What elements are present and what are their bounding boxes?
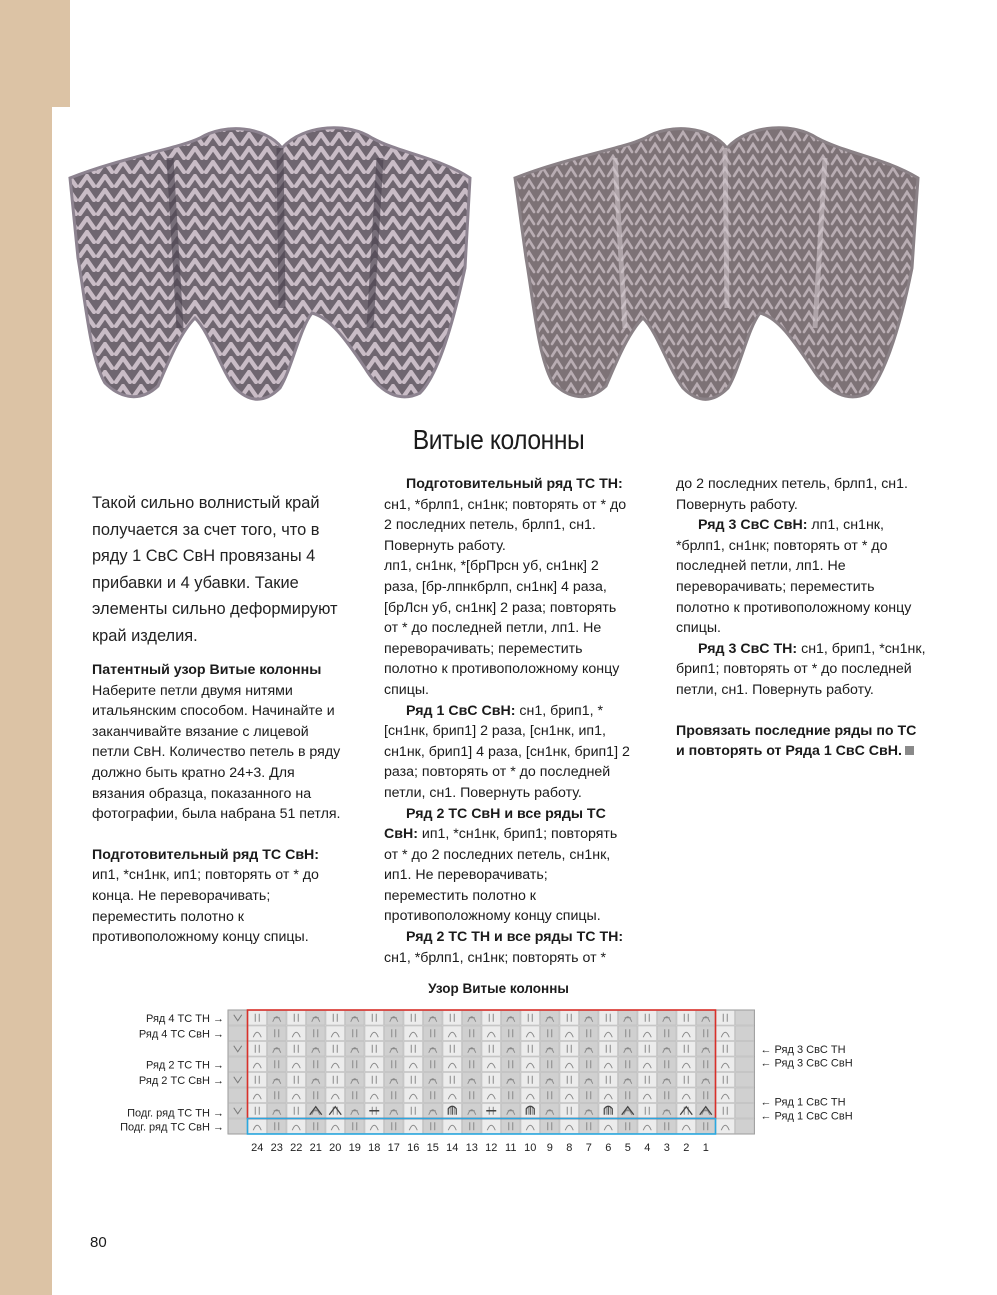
chart-column-number: 4 xyxy=(644,1142,651,1154)
chart-cell xyxy=(365,1011,384,1026)
chart-column-number: 11 xyxy=(505,1142,517,1154)
chart-cell xyxy=(560,1088,579,1103)
chart-cell xyxy=(424,1119,443,1134)
chart-cell xyxy=(521,1026,540,1041)
chart-cell xyxy=(326,1119,345,1134)
chart-cell xyxy=(482,1011,501,1026)
chart-cell xyxy=(229,1088,248,1103)
chart-cell xyxy=(677,1057,696,1072)
side-band-top xyxy=(0,0,70,107)
chart-cell xyxy=(502,1088,521,1103)
end-square-icon xyxy=(905,746,914,755)
chart-cell xyxy=(677,1088,696,1103)
chart-cell xyxy=(638,1057,657,1072)
chart-cell xyxy=(404,1073,423,1088)
chart-cell xyxy=(307,1057,326,1072)
chart-cell xyxy=(560,1073,579,1088)
chart-column-number: 13 xyxy=(465,1142,478,1154)
chart-cell xyxy=(599,1057,618,1072)
chart-cell xyxy=(248,1026,267,1041)
chart-cell xyxy=(736,1057,755,1072)
chart-cell xyxy=(560,1104,579,1119)
pattern-title: Витые колонны xyxy=(412,424,585,455)
chart-cell xyxy=(365,1119,384,1134)
chart-column-number: 5 xyxy=(624,1142,631,1154)
chart-cell xyxy=(560,1011,579,1026)
chart-cell xyxy=(677,1073,696,1088)
chart-cell xyxy=(443,1057,462,1072)
chart-cell xyxy=(404,1011,423,1026)
chart-cell xyxy=(521,1088,540,1103)
chart-column-number: 16 xyxy=(407,1142,420,1154)
chart-cell xyxy=(658,1026,677,1041)
chart-column-number: 18 xyxy=(368,1142,381,1154)
chart-cell xyxy=(716,1119,735,1134)
chart-cell xyxy=(365,1057,384,1072)
chart-cell xyxy=(307,1119,326,1134)
final-instruction: Провязать последние ряды по ТС и повторять от Ряда 1 СвС СвН. xyxy=(676,722,917,760)
chart-column-number: 24 xyxy=(251,1142,264,1154)
chart-cell xyxy=(463,1057,482,1072)
chart-cell xyxy=(326,1073,345,1088)
row-2-light-text: ип1, *сн1нк, брип1; повторять от * до 2 последних петель, сн1нк, ип1. Не переворачивать; переместить полотно к противоположному концу спицы. xyxy=(384,826,618,925)
chart-column-number: 12 xyxy=(485,1142,498,1154)
chart-cell xyxy=(346,1026,365,1041)
chart-left-label: Ряд 4 ТС ТН → xyxy=(145,1012,224,1025)
chart-cell xyxy=(560,1057,579,1072)
chart-cell xyxy=(229,1073,248,1088)
chart-cell xyxy=(385,1119,404,1134)
chart-cell xyxy=(268,1026,287,1041)
chart-cell xyxy=(424,1057,443,1072)
column-3 xyxy=(676,474,926,762)
chart-cell xyxy=(229,1011,248,1026)
chart-cell xyxy=(463,1119,482,1134)
chart-cell xyxy=(346,1088,365,1103)
heading-pattern-name: Патентный узор Витые колонны xyxy=(92,662,322,678)
chart-column-number: 8 xyxy=(566,1142,573,1154)
chart-cell xyxy=(248,1057,267,1072)
chart-column-number: 2 xyxy=(683,1142,690,1154)
chart-cell xyxy=(287,1026,306,1041)
chart-cell xyxy=(736,1042,755,1057)
chart-cell xyxy=(638,1119,657,1134)
chart-cell xyxy=(424,1088,443,1103)
chart-cell xyxy=(229,1057,248,1072)
chart-cell xyxy=(326,1011,345,1026)
chart-cell xyxy=(463,1088,482,1103)
setup-row-ws-text: сн1, *брлп1, сн1нк; повторять от * до 2 последних петель, брлп1, сн1. Повернуть работу. xyxy=(384,496,627,554)
chart-cell xyxy=(404,1057,423,1072)
chart-left-label: Ряд 2 ТС ТН → xyxy=(145,1059,224,1072)
chart-cell xyxy=(736,1104,755,1119)
chart-cell xyxy=(326,1042,345,1057)
cast-on-instructions: Наберите петли двумя нитями итальянским способом. Начинайте и заканчивайте вязание с лицевой петли СвН. Количество петель в ряду должно быть кратно 24+3. Для вязания образца, показанного на фотографии, была набрана 51 петля. xyxy=(92,682,341,823)
chart-cell xyxy=(385,1026,404,1041)
chart-column-number: 7 xyxy=(585,1142,592,1154)
chart-column-number: 14 xyxy=(446,1142,459,1154)
chart-cell xyxy=(248,1088,267,1103)
chart-cell xyxy=(521,1011,540,1026)
chart-cell xyxy=(736,1073,755,1088)
heading-row-2-light: Ряд 2 ТС СвН и все ряды ТС СвН: xyxy=(384,805,606,843)
chart-cell xyxy=(287,1073,306,1088)
chart-cell xyxy=(502,1119,521,1134)
chart-cell xyxy=(326,1057,345,1072)
chart-cell xyxy=(599,1026,618,1041)
heading-row-1: Ряд 1 СвС СвН: xyxy=(406,702,516,719)
chart-cell xyxy=(658,1057,677,1072)
chart-cell xyxy=(638,1042,657,1057)
chart-cell xyxy=(482,1073,501,1088)
chart-cell xyxy=(560,1026,579,1041)
heading-row-2-dark: Ряд 2 ТС ТН и все ряды ТС ТН: xyxy=(406,929,624,946)
chart-cell xyxy=(716,1104,735,1119)
chart-cell xyxy=(502,1057,521,1072)
chart-cell xyxy=(599,1119,618,1134)
chart-cell xyxy=(716,1088,735,1103)
swatch-photo-right xyxy=(515,128,918,399)
row-3-light-text: лп1, сн1нк, *брлп1, сн1нк; повторять от * до последней петли, лп1. Не переворачивать; переместить полотно к противоположному концу спицы. xyxy=(676,517,912,637)
chart-cell xyxy=(287,1042,306,1057)
swatch-photo-left xyxy=(70,128,470,399)
chart-cell xyxy=(443,1026,462,1041)
row-3-dark-text: сн1, брип1, *сн1нк, брип1; повторять от * до последней петли, сн1. Повернуть работу. xyxy=(676,640,926,698)
chart-cell xyxy=(248,1104,267,1119)
chart-cell xyxy=(482,1057,501,1072)
chart-cell xyxy=(736,1026,755,1041)
chart-cell xyxy=(385,1088,404,1103)
chart-cell xyxy=(287,1057,306,1072)
chart-column-number: 3 xyxy=(663,1142,670,1154)
chart-cell xyxy=(697,1057,716,1072)
chart-column-number: 17 xyxy=(387,1142,400,1154)
chart-cell xyxy=(287,1104,306,1119)
chart-cell xyxy=(248,1073,267,1088)
chart-cell xyxy=(229,1026,248,1041)
chart-cell xyxy=(482,1042,501,1057)
row-1-text: сн1, брип1, *[сн1нк, брип1] 2 раза, [сн1нк, ип1, сн1нк, брип1] 4 раза, [сн1нк, брип1] 2 раза; повторять от * до последней петли, сн1. Повернуть работу. xyxy=(384,702,630,801)
chart-left-label: Ряд 4 ТС СвН → xyxy=(138,1028,224,1041)
chart-cell xyxy=(716,1057,735,1072)
chart-cell xyxy=(248,1011,267,1026)
chart-cell xyxy=(248,1119,267,1134)
chart-left-label: Подг. ряд ТС СвН → xyxy=(120,1121,224,1134)
heading-row-3-light: Ряд 3 СвС СвН: xyxy=(698,517,808,534)
chart-cell xyxy=(326,1026,345,1041)
row-2-dark-text: сн1, *брлп1, сн1нк; повторять от * xyxy=(384,949,607,966)
chart-cell xyxy=(716,1073,735,1088)
chart-cell xyxy=(346,1057,365,1072)
chart-cell xyxy=(619,1088,638,1103)
chart-cell xyxy=(716,1042,735,1057)
chart-cell xyxy=(677,1011,696,1026)
chart-left-label: Ряд 2 ТС СвН → xyxy=(138,1074,224,1087)
chart-cell xyxy=(716,1011,735,1026)
knitting-chart xyxy=(0,1000,997,1170)
chart-cell xyxy=(482,1026,501,1041)
chart-cell xyxy=(677,1026,696,1041)
chart-cell xyxy=(580,1088,599,1103)
chart-cell xyxy=(658,1088,677,1103)
chart-cell xyxy=(482,1119,501,1134)
chart-cell xyxy=(599,1011,618,1026)
chart-cell xyxy=(443,1119,462,1134)
chart-cell xyxy=(229,1042,248,1057)
chart-cell xyxy=(404,1026,423,1041)
chart-cell xyxy=(268,1088,287,1103)
chart-cell xyxy=(580,1026,599,1041)
chart-cell xyxy=(541,1119,560,1134)
chart-cell xyxy=(541,1057,560,1072)
chart-cell xyxy=(424,1026,443,1041)
chart-cell xyxy=(619,1026,638,1041)
chart-cell xyxy=(346,1119,365,1134)
chart-cell xyxy=(404,1042,423,1057)
chart-column-number: 10 xyxy=(524,1142,537,1154)
chart-right-label: ← Ряд 3 СвС ТН xyxy=(760,1043,846,1056)
chart-cell xyxy=(404,1104,423,1119)
chart-column-number: 23 xyxy=(270,1142,283,1154)
chart-column-number: 9 xyxy=(546,1142,553,1154)
chart-cell xyxy=(697,1026,716,1041)
heading-setup-row-ws: Подготовительный ряд ТС ТН: xyxy=(406,476,623,492)
chart-cell xyxy=(365,1073,384,1088)
chart-cell xyxy=(443,1073,462,1088)
chart-cell xyxy=(619,1119,638,1134)
chart-cell xyxy=(599,1042,618,1057)
chart-cell xyxy=(619,1057,638,1072)
chart-cell xyxy=(365,1088,384,1103)
chart-cell xyxy=(658,1119,677,1134)
chart-column-number: 19 xyxy=(348,1142,361,1154)
chart-cell xyxy=(443,1088,462,1103)
chart-cell xyxy=(385,1057,404,1072)
chart-cell xyxy=(365,1026,384,1041)
chart-cell xyxy=(638,1088,657,1103)
chart-cell xyxy=(638,1104,657,1119)
chart-cell xyxy=(287,1011,306,1026)
chart-cell xyxy=(599,1073,618,1088)
chart-cell xyxy=(560,1042,579,1057)
chart-cell xyxy=(677,1042,696,1057)
chart-column-number: 1 xyxy=(702,1142,709,1154)
chart-cell xyxy=(541,1088,560,1103)
chart-cell xyxy=(248,1042,267,1057)
intro-text: Такой сильно волнистый край получается за счет того, что в ряду 1 СвС СвН провязаны 4 прибавки и 4 убавки. Такие элементы сильно деформируют край изделия. xyxy=(92,494,338,645)
chart-cell xyxy=(326,1088,345,1103)
chart-cell xyxy=(463,1026,482,1041)
chart-cell xyxy=(736,1088,755,1103)
chart-cell xyxy=(307,1088,326,1103)
chart-right-label: ← Ряд 1 СвС СвН xyxy=(760,1110,853,1123)
chart-cell xyxy=(521,1042,540,1057)
swatch-photos xyxy=(60,118,940,418)
column-1 xyxy=(92,660,347,948)
heading-setup-row-rs: Подготовительный ряд ТС СвН: xyxy=(92,846,320,863)
heading-row-3-dark: Ряд 3 СвС ТН: xyxy=(698,640,798,657)
chart-cell xyxy=(521,1119,540,1134)
chart-cell xyxy=(287,1088,306,1103)
chart-column-number: 20 xyxy=(329,1142,342,1154)
chart-cell xyxy=(482,1088,501,1103)
chart-column-number: 6 xyxy=(605,1142,612,1154)
chart-cell xyxy=(638,1026,657,1041)
setup-row-rs-text: ип1, *сн1нк, ип1; повторять от * до конца. Не переворачивать; переместить полотно к противоположному концу спицы. xyxy=(92,867,319,946)
chart-cell xyxy=(521,1057,540,1072)
row-2-dark-continuation: до 2 последних петель, брлп1, сн1. Повернуть работу. xyxy=(676,476,908,513)
chart-cell xyxy=(697,1088,716,1103)
chart-column-number: 15 xyxy=(426,1142,439,1154)
chart-column-number: 21 xyxy=(309,1142,322,1154)
chart-cell xyxy=(736,1011,755,1026)
chart-cell xyxy=(365,1042,384,1057)
chart-cell xyxy=(599,1088,618,1103)
row-1-rs-light-text: лп1, сн1нк, *[брПрсн уб, сн1нк] 2 раза, [бр-лпнкбрлп, сн1нк] 4 раза, [брЛсн уб, сн1нк] 2 раза; повторять от * до последней петли, лп1. Не переворачивать; переместить полотно к противоположному концу спицы. xyxy=(384,558,620,698)
chart-cell xyxy=(580,1057,599,1072)
column-2 xyxy=(384,474,634,968)
chart-cell xyxy=(697,1119,716,1134)
chart-cell xyxy=(638,1073,657,1088)
chart-right-label: ← Ряд 1 СвС ТН xyxy=(760,1096,846,1109)
chart-cell xyxy=(268,1057,287,1072)
chart-right-label: ← Ряд 3 СвС СвН xyxy=(760,1057,853,1070)
chart-cell xyxy=(268,1119,287,1134)
chart-cell xyxy=(307,1026,326,1041)
chart-cell xyxy=(677,1119,696,1134)
chart-cell xyxy=(229,1104,248,1119)
chart-cell xyxy=(287,1119,306,1134)
chart-cell xyxy=(443,1011,462,1026)
chart-cell xyxy=(560,1119,579,1134)
chart-title: Узор Витые колонны xyxy=(428,981,569,996)
chart-cell xyxy=(502,1026,521,1041)
chart-cell xyxy=(521,1073,540,1088)
chart-cell xyxy=(404,1088,423,1103)
chart-cell xyxy=(580,1119,599,1134)
page-number: 80 xyxy=(90,1234,107,1251)
chart-cell xyxy=(638,1011,657,1026)
chart-cell xyxy=(716,1026,735,1041)
chart-cell xyxy=(736,1119,755,1134)
chart-cell xyxy=(443,1042,462,1057)
chart-cell xyxy=(541,1026,560,1041)
chart-cell xyxy=(229,1119,248,1134)
chart-cell xyxy=(404,1119,423,1134)
chart-column-number: 22 xyxy=(290,1142,303,1154)
chart-left-label: Подг. ряд ТС ТН → xyxy=(127,1107,224,1120)
